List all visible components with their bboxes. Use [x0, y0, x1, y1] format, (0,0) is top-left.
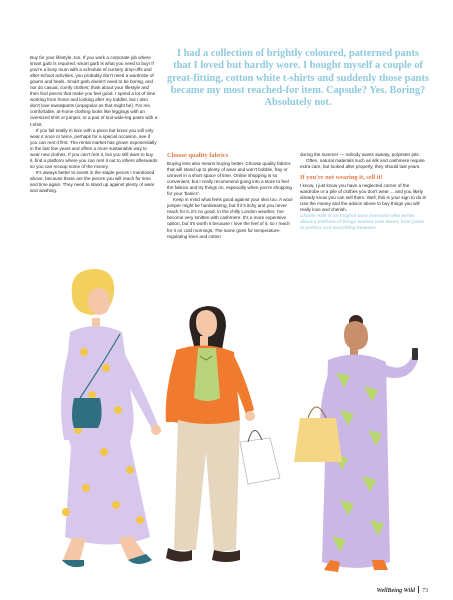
- magazine-name: WellBeing Wild: [376, 588, 415, 594]
- woman-orange-jacket: [166, 306, 280, 562]
- col2-paragraph: Keep in mind what feels good against your skin too. A wool jumper might be hardwearing, but if it's itchy and you never reach for it, it's no good. In the chilly London weather, I've become very smitten with cashmere. It's a more expensive option, but it's worth it because I love the feel of it, so I reach for it on cold mornings. The same goes for temperature-regulating linen and cotton: [167, 197, 293, 239]
- section-heading-sell: If you're not wearing it, sell it!: [300, 174, 383, 182]
- col3-paragraph: I know, I just know you have a neglected corner of the wardrobe or a pile of clothes you don't wear ... and you likely already know you can sell them. Well, this is your sign to do it! Use the money and the advice above to buy things you will really love and cherish.: [300, 183, 427, 213]
- column-1: [30, 55, 158, 194]
- woman-floral-dress: [61, 269, 161, 567]
- col3-paragraph: during the summer — nobody wants sweaty, polyester pits.: [300, 152, 420, 157]
- col1-paragraph: If you fall totally in love with a piece but know you will only wear it once or twice, perhaps for a special occasion, see if you can rent it first. The rental market has grown exponentially in the last few years and offers a more sustainable way to wear new clothes. If you can't rent it, but you still want to buy it, find a platform where you can rent it out to others afterwards so you can recoup some of the money.: [30, 127, 158, 169]
- author-bio: Charlie Hale is an English-born journalist who writes about a plethora of things women care about, from pasta to politics and everything between.: [300, 213, 425, 231]
- pull-quote: I had a collection of brightly coloured, patterned pants that I loved but hardly wore. I bought myself a couple of great-fitting, cotton white t-shirts and suddenly those pants became my most reached-for item. Capsule? Yes. Boring? Absolutely not.: [167, 48, 429, 109]
- col1-paragraph: It's always better to invest in the staple pieces I mentioned above, because those are the pieces you will reach for time and time again. They need to stand up against plenty of wear and washing.: [30, 169, 155, 194]
- section-heading-fabrics: Choose quality fabrics: [167, 152, 229, 159]
- page-number: 73: [422, 588, 428, 594]
- col2-paragraph: Buying less also means buying better. Choose quality fabrics that will stand up to plenty of wear and won't bobble, fray or unravel in a short space of time. Online shopping is so convenient, but I really recommend going into a store to feel the fabrics and try things on, especially when you're shopping for your 'basics'.: [167, 161, 292, 197]
- column-3: [300, 152, 428, 232]
- col1-paragraph: Buy for your lifestyle, too. If you work a corporate job where smart garb is required, smart garb is what you need to buy! If you're a busy mum with a schedule of nursery drop-offs and after-school activities, you probably don't need a wardrobe of gowns and heels. Smart garb doesn't need to be boring, and nor do casual, comfy clothes; think about your lifestyle and then find pieces that make you feel good. I spend a lot of time working from home and looking after my toddler, but I also don't love sweatpants (unpopular as that might be). For me, comfortable, at-home clothing looks like leggings with an oversized shirt or jumper, or a pair of knit wide-leg pants with a t-shirt.: [30, 55, 158, 127]
- woman-patterned-outfit: [294, 315, 418, 572]
- col3-paragraph: Often, natural materials such as silk and cashmere require extra care, but looked after properly, they should last years.: [300, 158, 425, 170]
- column-2: [167, 152, 295, 240]
- footer-divider: [418, 586, 419, 593]
- page-footer: [377, 586, 428, 594]
